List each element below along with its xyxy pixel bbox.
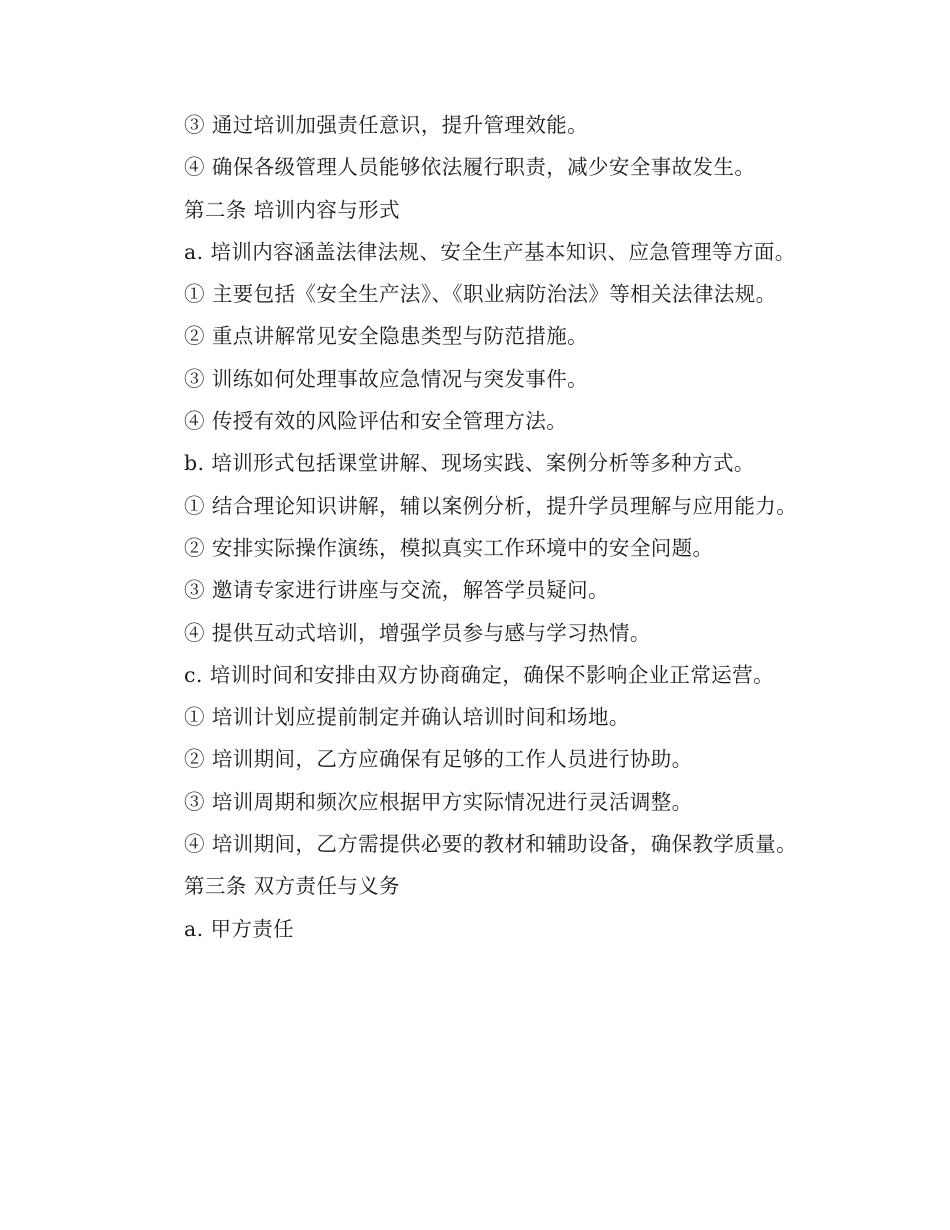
clause-b-training-format: b. 培训形式包括课堂讲解、现场实践、案例分析等多种方式。 (184, 451, 755, 476)
clause-a-party-a-duties: a. 甲方责任 (184, 916, 295, 941)
list-item-3-management-efficiency: ③ 通过培训加强责任意识，提升管理效能。 (184, 113, 589, 137)
list-item-2-staff: ② 培训期间，乙方应确保有足够的工作人员进行协助。 (184, 747, 693, 772)
list-item-2-hazards: ② 重点讲解常见安全隐患类型与防范措施。 (184, 324, 589, 349)
list-item-1-theory: ① 结合理论知识讲解，辅以案例分析，提升学员理解与应用能力。 (184, 493, 798, 518)
list-item-4-risk-assessment: ④ 传授有效的风险评估和安全管理方法。 (184, 409, 568, 434)
list-item-4-interactive: ④ 提供互动式培训，增强学员参与感与学习热情。 (184, 620, 651, 645)
document-body (141, 104, 801, 950)
list-item-3-frequency: ③ 培训周期和频次应根据甲方实际情况进行灵活调整。 (184, 789, 693, 814)
list-item-4-materials: ④ 培训期间，乙方需提供必要的教材和辅助设备，确保教学质量。 (184, 832, 798, 857)
article-2-heading: 第二条 培训内容与形式 (184, 197, 400, 222)
list-item-3-experts: ③ 邀请专家进行讲座与交流，解答学员疑问。 (184, 578, 609, 603)
clause-c-schedule: c. 培训时间和安排由双方协商确定，确保不影响企业正常运营。 (184, 662, 775, 687)
list-item-1-plan: ① 培训计划应提前制定并确认培训时间和场地。 (184, 705, 630, 730)
list-item-3-emergency: ③ 训练如何处理事故应急情况与突发事件。 (184, 366, 589, 391)
list-item-2-drills: ② 安排实际操作演练，模拟真实工作环境中的安全问题。 (184, 535, 714, 560)
list-item-1-laws: ① 主要包括《安全生产法》、《职业病防治法》等相关法律法规。 (184, 282, 777, 307)
clause-a-training-content: a. 培训内容涵盖法律法规、安全生产基本知识、应急管理等方面。 (184, 239, 796, 264)
article-3-heading: 第三条 双方责任与义务 (184, 874, 400, 899)
list-item-4-lawful-duties: ④ 确保各级管理人员能够依法履行职责，减少安全事故发生。 (184, 155, 756, 180)
